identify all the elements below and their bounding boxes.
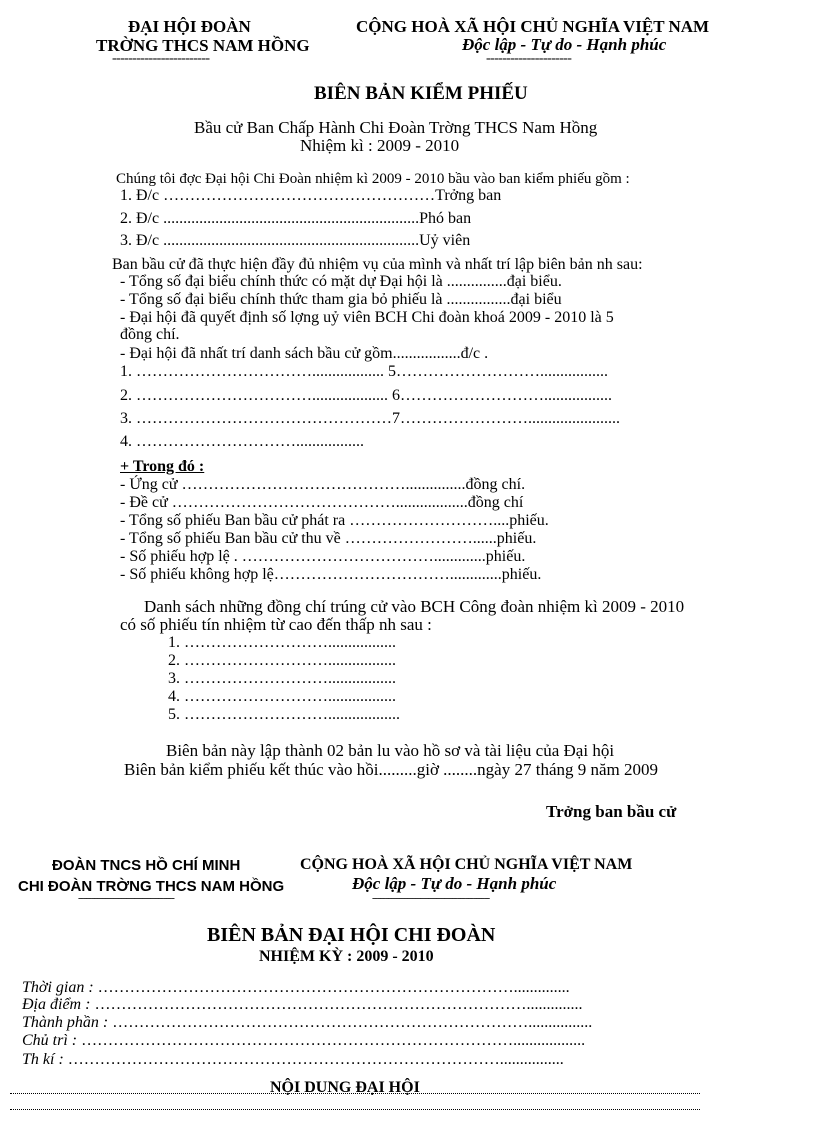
field-row-time (22, 980, 570, 996)
bullet-item: đồng chí. (120, 326, 180, 343)
committee-row: 1. Đ/c ……………………………………………Trởng ban (120, 187, 502, 204)
stat-row: - Tổng số phiếu Ban bầu cử phát ra ………………………....phiếu. (120, 512, 549, 529)
candidate-row: 4. …………………………................. (120, 433, 364, 450)
signature-label: Trởng ban bầu cử (546, 802, 677, 821)
field-dots: ………………………………………………………………………................ (67, 1051, 564, 1068)
field-dots: ……………………………………………………………………….............. (94, 996, 583, 1013)
org-name-line1: ĐẠI HỘI ĐOÀN (128, 17, 251, 36)
elected-row: 5. ……………………….................. (168, 706, 400, 723)
closing-line-2: Biên bản kiểm phiếu kết thúc vào hồi.........giờ ........ngày 27 tháng 9 năm 2009 (124, 760, 659, 779)
elected-row: 1. ………………………................. (168, 634, 396, 651)
elected-row: 4. ………………………................. (168, 688, 396, 705)
field-label: Địa điểm : (22, 996, 91, 1013)
bullet-item: - Đại hội đã quyết định số lợng uỷ viên BCH Chi đoàn khoá 2009 - 2010 là 5 (120, 309, 614, 326)
stat-row: - Số phiếu hợp lệ . ……………………………….............phiếu. (120, 548, 526, 565)
candidate-row: 2. ……………………………................... 6………………………................. (120, 387, 612, 404)
field-label: Thành phần : (22, 1014, 109, 1031)
dotted-rule (10, 1109, 700, 1110)
candidate-row: 1. …………………………….................. 5………………………................. (120, 363, 608, 380)
field-dots: ……………………………………………………………………................ (112, 1014, 593, 1031)
country-name-2: CỘNG HOÀ XÃ HỘI CHỦ NGHĨA VIỆT NAM (300, 856, 633, 873)
candidate-row: 3. …………………………………………7……………………....................... (120, 410, 620, 427)
field-row-place (22, 997, 582, 1013)
field-row-participants (22, 1015, 592, 1031)
elected-row: 3. ………………………................. (168, 670, 396, 687)
stat-row: - Ứng cử ……………………………………...............đồng chí. (120, 476, 526, 493)
national-motto: Độc lập - Tự do - Hạnh phúc (462, 35, 667, 54)
field-dots: ……………………………………………………………………….................. (81, 1032, 586, 1049)
closing-line-1: Biên bản này lập thành 02 bản lu vào hồ sơ và tài liệu của Đại hội (166, 741, 615, 760)
org-rule: ------------------------ (112, 51, 210, 66)
elected-row: 2. ………………………................. (168, 652, 396, 669)
stat-row: - Số phiếu không hợp lệ…………………………….............phiếu. (120, 566, 542, 583)
field-row-chair (22, 1033, 585, 1049)
elected-text-2: có số phiếu tín nhiệm từ cao đến thấp nh sau : (120, 615, 432, 634)
country-name: CỘNG HOÀ XÃ HỘI CHỦ NGHĨA VIỆT NAM (356, 17, 710, 36)
doc1-title: BIÊN BẢN KIỂM PHIẾU (314, 83, 528, 104)
committee-row: 3. Đ/c ................................................................Uỷ viên (120, 232, 471, 249)
committee-row: 2. Đ/c ................................................................Phó ban (120, 210, 472, 227)
doc1-statement: Ban bầu cử đã thực hiện đầy đủ nhiệm vụ của mình và nhất trí lập biên bản nh sau: (112, 256, 643, 273)
field-label: Thời gian : (22, 979, 94, 996)
field-label: Th kí : (22, 1051, 64, 1068)
doc2-subtitle: NHIỆM KỲ : 2009 - 2010 (259, 948, 434, 965)
union-name: ĐOÀN TNCS HỒ CHÍ MINH (52, 857, 241, 874)
in-which-label: + Trong đó : (120, 458, 205, 475)
branch-name: CHI ĐOÀN TRỜNG THCS NAM HỒNG (18, 878, 285, 895)
bullet-item: - Đại hội đã nhất trí danh sách bầu cử gồm.................đ/c . (120, 345, 489, 362)
national-motto-2: Độc lập - Tự do - Hạnh phúc (352, 874, 557, 893)
bullet-item: - Tổng số đại biểu chính thức có mặt dự Đại hội là ...............đại biểu. (120, 273, 562, 290)
doc1-subtitle-1: Bầu cử Ban Chấp Hành Chi Đoàn Trờng THCS Nam Hồng (194, 118, 598, 137)
stat-row: - Tổng số phiếu Ban bầu cử thu về ……………………......phiếu. (120, 530, 537, 547)
field-row-secretary (22, 1052, 564, 1068)
doc2-title: BIÊN BẢN ĐẠI HỘI CHI ĐOÀN (207, 924, 496, 946)
field-label: Chủ trì : (22, 1032, 78, 1049)
stat-row: - Đề cử ……………………………………..................đồng chí (120, 494, 524, 511)
field-dots: …………………………………………………………………….............. (97, 979, 570, 996)
motto-rule: --------------------- (486, 51, 572, 66)
doc1-intro: Chúng tôi đợc Đại hội Chi Đoàn nhiệm kì 2009 - 2010 bầu vào ban kiểm phiếu gồm : (116, 171, 630, 187)
elected-text-1: Danh sách những đồng chí trúng cử vào BCH Công đoàn nhiệm kì 2009 - 2010 (144, 597, 685, 616)
motto-rule-2: -------------------------------------------- (372, 892, 490, 904)
content-heading: NỘI DUNG ĐẠI HỘI (270, 1079, 420, 1096)
bullet-item: - Tổng số đại biểu chính thức tham gia bỏ phiếu là ................đại biểu (120, 291, 562, 308)
branch-rule: ------------------------------------ (78, 892, 174, 904)
org-name-line2: TRỜNG THCS NAM HỒNG (96, 36, 310, 55)
doc1-subtitle-2: Nhiệm kì : 2009 - 2010 (300, 136, 460, 155)
